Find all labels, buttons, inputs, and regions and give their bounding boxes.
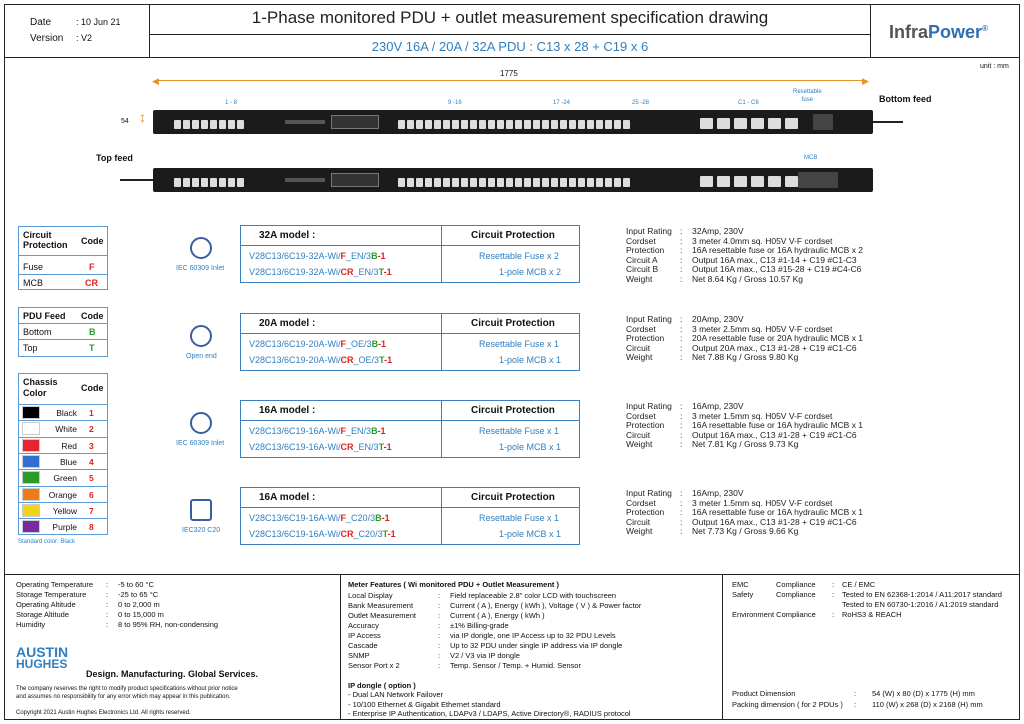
- outlet-group-2: [397, 116, 631, 134]
- arrow-right-icon: ▶: [862, 76, 869, 86]
- protection-header: Circuit Protection: [23, 230, 68, 250]
- page-subtitle: 230V 16A / 20A / 32A PDU : C13 x 28 + C19 x 6: [150, 34, 870, 58]
- model-spec: Input Rating : 20Amp, 230V Cordset : 3 meter 2.5mm sq. H05V V-F cordset Protection : 20A resettable fuse or 20A hydraulic MCB x 1 Circuit : Output 20A max., C13 #1-28 + C19 #C1-C6 Weight : Net 7.88 Kg / Gross 9.80 Kg: [626, 314, 864, 362]
- pdu-top-feed-image: [153, 168, 873, 192]
- chassis-name: Green: [53, 473, 77, 484]
- model-code-2: V28C13/6C19-16A-Wi/CR_EN/3T-1: [249, 442, 392, 452]
- outlet-group-1: [173, 116, 245, 134]
- model-code-1: V28C13/6C19-16A-Wi/F_C20/3B-1: [249, 513, 390, 523]
- protection-fuse-code: F: [89, 262, 95, 272]
- meter-display-top: [331, 173, 379, 187]
- model-header: [241, 314, 579, 334]
- protection-1: Resettable Fuse x 1: [479, 339, 560, 349]
- fuse-block: [813, 114, 833, 130]
- feed-bottom-code: B: [89, 327, 96, 337]
- brand-logo: [870, 4, 1020, 58]
- version-label: Version: [30, 33, 64, 44]
- plug-label: IEC 60309 Inlet: [176, 265, 225, 272]
- chassis-name: Blue: [59, 456, 77, 467]
- disclaimer-line-2: and assumes no responsibility for any error which may appear in this publication.: [16, 694, 231, 700]
- plug-icon: [190, 325, 212, 347]
- c19-outlets: [698, 115, 800, 133]
- top-feed-label: Top feed: [96, 153, 133, 163]
- copyright: Copyright 2021 Austin Hughes Electronics Ltd. All rights reserved.: [16, 710, 191, 716]
- circuit-protection-header: Circuit Protection: [471, 318, 555, 329]
- outlet-group-1-top: [173, 174, 245, 192]
- chassis-name: Black: [56, 408, 77, 418]
- chassis-swatch-blue: [22, 455, 40, 468]
- infrapower-logo: InfraPower®: [889, 22, 988, 42]
- model-title: 20A model :: [259, 318, 316, 329]
- header-info: [4, 4, 150, 58]
- chassis-code: 6: [89, 489, 94, 500]
- protection-2: 1-pole MCB x 1: [499, 529, 562, 539]
- model-header: [241, 226, 579, 246]
- page-title: 1-Phase monitored PDU + outlet measurement specification drawing: [251, 8, 769, 27]
- chassis-name: Yellow: [52, 505, 77, 516]
- meter-display: [331, 115, 379, 129]
- feed-code-table: [18, 307, 108, 357]
- standard-color-note: Standard color: Black: [18, 539, 76, 545]
- code-header: Code: [81, 236, 104, 246]
- chassis-code-table: [18, 373, 108, 535]
- protection-code-table: [18, 226, 108, 290]
- protection-2: 1-pole MCB x 1: [499, 355, 562, 365]
- model-code-2: V28C13/6C19-20A-Wi/CR_OE/3T-1: [249, 355, 393, 365]
- circuit-protection-header: Circuit Protection: [471, 492, 555, 503]
- chassis-code: 2: [89, 424, 94, 435]
- power-cord-top: [120, 179, 153, 181]
- chassis-swatch-yellow: [22, 504, 40, 517]
- austin-hughes-logo: AUSTIN HUGHES: [16, 644, 69, 671]
- length-value: 1775: [500, 69, 518, 78]
- chassis-swatch-purple: [22, 520, 40, 533]
- plug-label: IEC 60309 Inlet: [176, 440, 225, 447]
- chassis-header: Chassis Color: [23, 377, 58, 398]
- plug-label: Open end: [186, 353, 217, 360]
- date-label: Date: [30, 17, 52, 28]
- model-spec: Input Rating : 16Amp, 230V Cordset : 3 meter 1.5mm sq. H05V V-F cordset Protection : 16A resettable fuse or 16A hydraulic MCB x 1 Circuit : Output 16A max., C13 #1-28 + C19 #C1-C6 Weight : Net 7.81 Kg / Gross 9.73 Kg: [626, 401, 864, 449]
- version-value: : V2: [76, 33, 93, 43]
- model-box: [240, 313, 580, 371]
- chassis-code: 1: [89, 408, 94, 418]
- unit-label: unit : mm: [980, 63, 1009, 70]
- feed-top-code: T: [89, 343, 95, 353]
- chassis-code: 4: [89, 456, 94, 467]
- circuit-protection-header: Circuit Protection: [471, 405, 555, 416]
- chassis-code: 7: [89, 505, 94, 516]
- model-spec: Input Rating : 32Amp, 230V Cordset : 3 meter 4.0mm sq. H05V V-F cordset Protection : 16A resettable fuse or 16A hydraulic MCB x 2 Circuit A : Output 16A max., C13 #1-14 + C19 #C1-C3 Circuit B : Output 16A max., C13 #15-28 + C19 #C4-C6 Weight : Net 8.64 Kg / Gross 10.57 Kg: [626, 226, 864, 284]
- group-label-1: 1 - 8: [225, 100, 238, 106]
- resettable-fuse-label: Resettable fuse: [793, 89, 822, 103]
- model-code-1: V28C13/6C19-16A-Wi/F_EN/3B-1: [249, 426, 386, 436]
- bottom-divider: [4, 574, 1020, 575]
- height-arrow-icon: ↕: [139, 109, 146, 125]
- feed-top: Top: [23, 343, 38, 353]
- chassis-swatch-orange: [22, 488, 40, 501]
- model-title: 16A model :: [259, 492, 316, 503]
- chassis-code-header: Code: [81, 383, 104, 393]
- length-dimension-line: [155, 80, 867, 81]
- ip-dongle-title: IP dongle ( option ): [348, 681, 416, 690]
- bottom-feed-label: Bottom feed: [879, 94, 932, 104]
- model-spec: Input Rating : 16Amp, 230V Cordset : 3 meter 1.5mm sq. H05V V-F cordset Protection : 16A resettable fuse or 16A hydraulic MCB x 1 Circuit : Output 16A max., C13 #1-28 + C19 #C1-C6 Weight : Net 7.73 Kg / Gross 9.66 Kg: [626, 488, 864, 536]
- chassis-name: Purple: [52, 522, 77, 533]
- protection-2: 1-pole MCB x 1: [499, 442, 562, 452]
- protection-mcb: MCB: [23, 278, 43, 288]
- date-value: : 10 Jun 21: [76, 17, 121, 27]
- protection-mcb-code: CR: [85, 278, 98, 288]
- plug-label: IEC320 C20: [182, 527, 221, 534]
- plug-icon: [190, 412, 212, 434]
- protection-1: Resettable Fuse x 1: [479, 513, 560, 523]
- model-header: [241, 401, 579, 421]
- model-header: [241, 488, 579, 508]
- protection-2: 1-pole MCB x 2: [499, 267, 562, 277]
- group-label-4: 25 -28: [632, 100, 650, 106]
- chassis-code: 8: [89, 522, 94, 533]
- header-title-block: [150, 4, 870, 58]
- chassis-name: Red: [61, 440, 77, 451]
- model-title: 32A model :: [259, 230, 316, 241]
- model-box: [240, 487, 580, 545]
- protection-1: Resettable Fuse x 2: [479, 251, 560, 261]
- chassis-name: Orange: [48, 489, 77, 500]
- chassis-swatch-green: [22, 471, 40, 484]
- mcb-label: MCB: [804, 155, 818, 161]
- model-code-1: V28C13/6C19-32A-Wi/F_EN/3B-1: [249, 251, 386, 261]
- label-strip: [285, 120, 325, 124]
- model-code-2: V28C13/6C19-32A-Wi/CR_EN/3T-1: [249, 267, 392, 277]
- outlet-group-2-top: [397, 174, 631, 192]
- group-label-5: C1 - C6: [738, 100, 759, 106]
- model-box: [240, 400, 580, 458]
- chassis-swatch-red: [22, 439, 40, 452]
- ip-dongle-features: - Dual LAN Network Failover - 10/100 Ethernet & Gigabit Ethernet standard - Enterprise IP Authentication, LDAPv3 / LDAPS, Active Directory®, RADIUS protocol: [348, 690, 631, 718]
- model-title: 16A model :: [259, 405, 316, 416]
- meter-features-title: Meter Features ( Wi monitored PDU + Outlet Measurement ): [348, 580, 560, 589]
- circuit-protection-header: Circuit Protection: [471, 230, 555, 241]
- group-label-3: 17 -24: [553, 100, 571, 106]
- protection-fuse: Fuse: [23, 262, 44, 272]
- model-code-1: V28C13/6C19-20A-Wi/F_OE/3B-1: [249, 339, 387, 349]
- tagline: Design. Manufacturing. Global Services.: [86, 669, 259, 679]
- plug-icon: [190, 499, 212, 521]
- pdu-bottom-feed-image: [153, 110, 873, 134]
- chassis-swatch-black: [22, 406, 40, 419]
- chassis-name: White: [55, 424, 77, 435]
- mcb-block: [798, 172, 838, 188]
- protection-1: Resettable Fuse x 1: [479, 426, 560, 436]
- height-value: 54: [121, 118, 129, 125]
- c19-outlets-top: [698, 173, 800, 191]
- feed-code-header: Code: [81, 311, 104, 321]
- chassis-code: 5: [89, 473, 94, 484]
- model-code-2: V28C13/6C19-16A-Wi/CR_C20/3T-1: [249, 529, 396, 539]
- feed-header: PDU Feed: [23, 311, 66, 321]
- chassis-swatch-white: [22, 422, 40, 435]
- chassis-code: 3: [89, 440, 94, 451]
- feed-bottom: Bottom: [23, 327, 52, 337]
- disclaimer-line-1: The company reserves the right to modify product specifications without prior notice: [16, 686, 238, 692]
- power-cord: [873, 121, 903, 123]
- group-label-2: 9 -16: [448, 100, 462, 106]
- plug-icon: [190, 237, 212, 259]
- arrow-left-icon: ◀: [152, 76, 159, 86]
- model-box: [240, 225, 580, 283]
- label-strip-top: [285, 178, 325, 182]
